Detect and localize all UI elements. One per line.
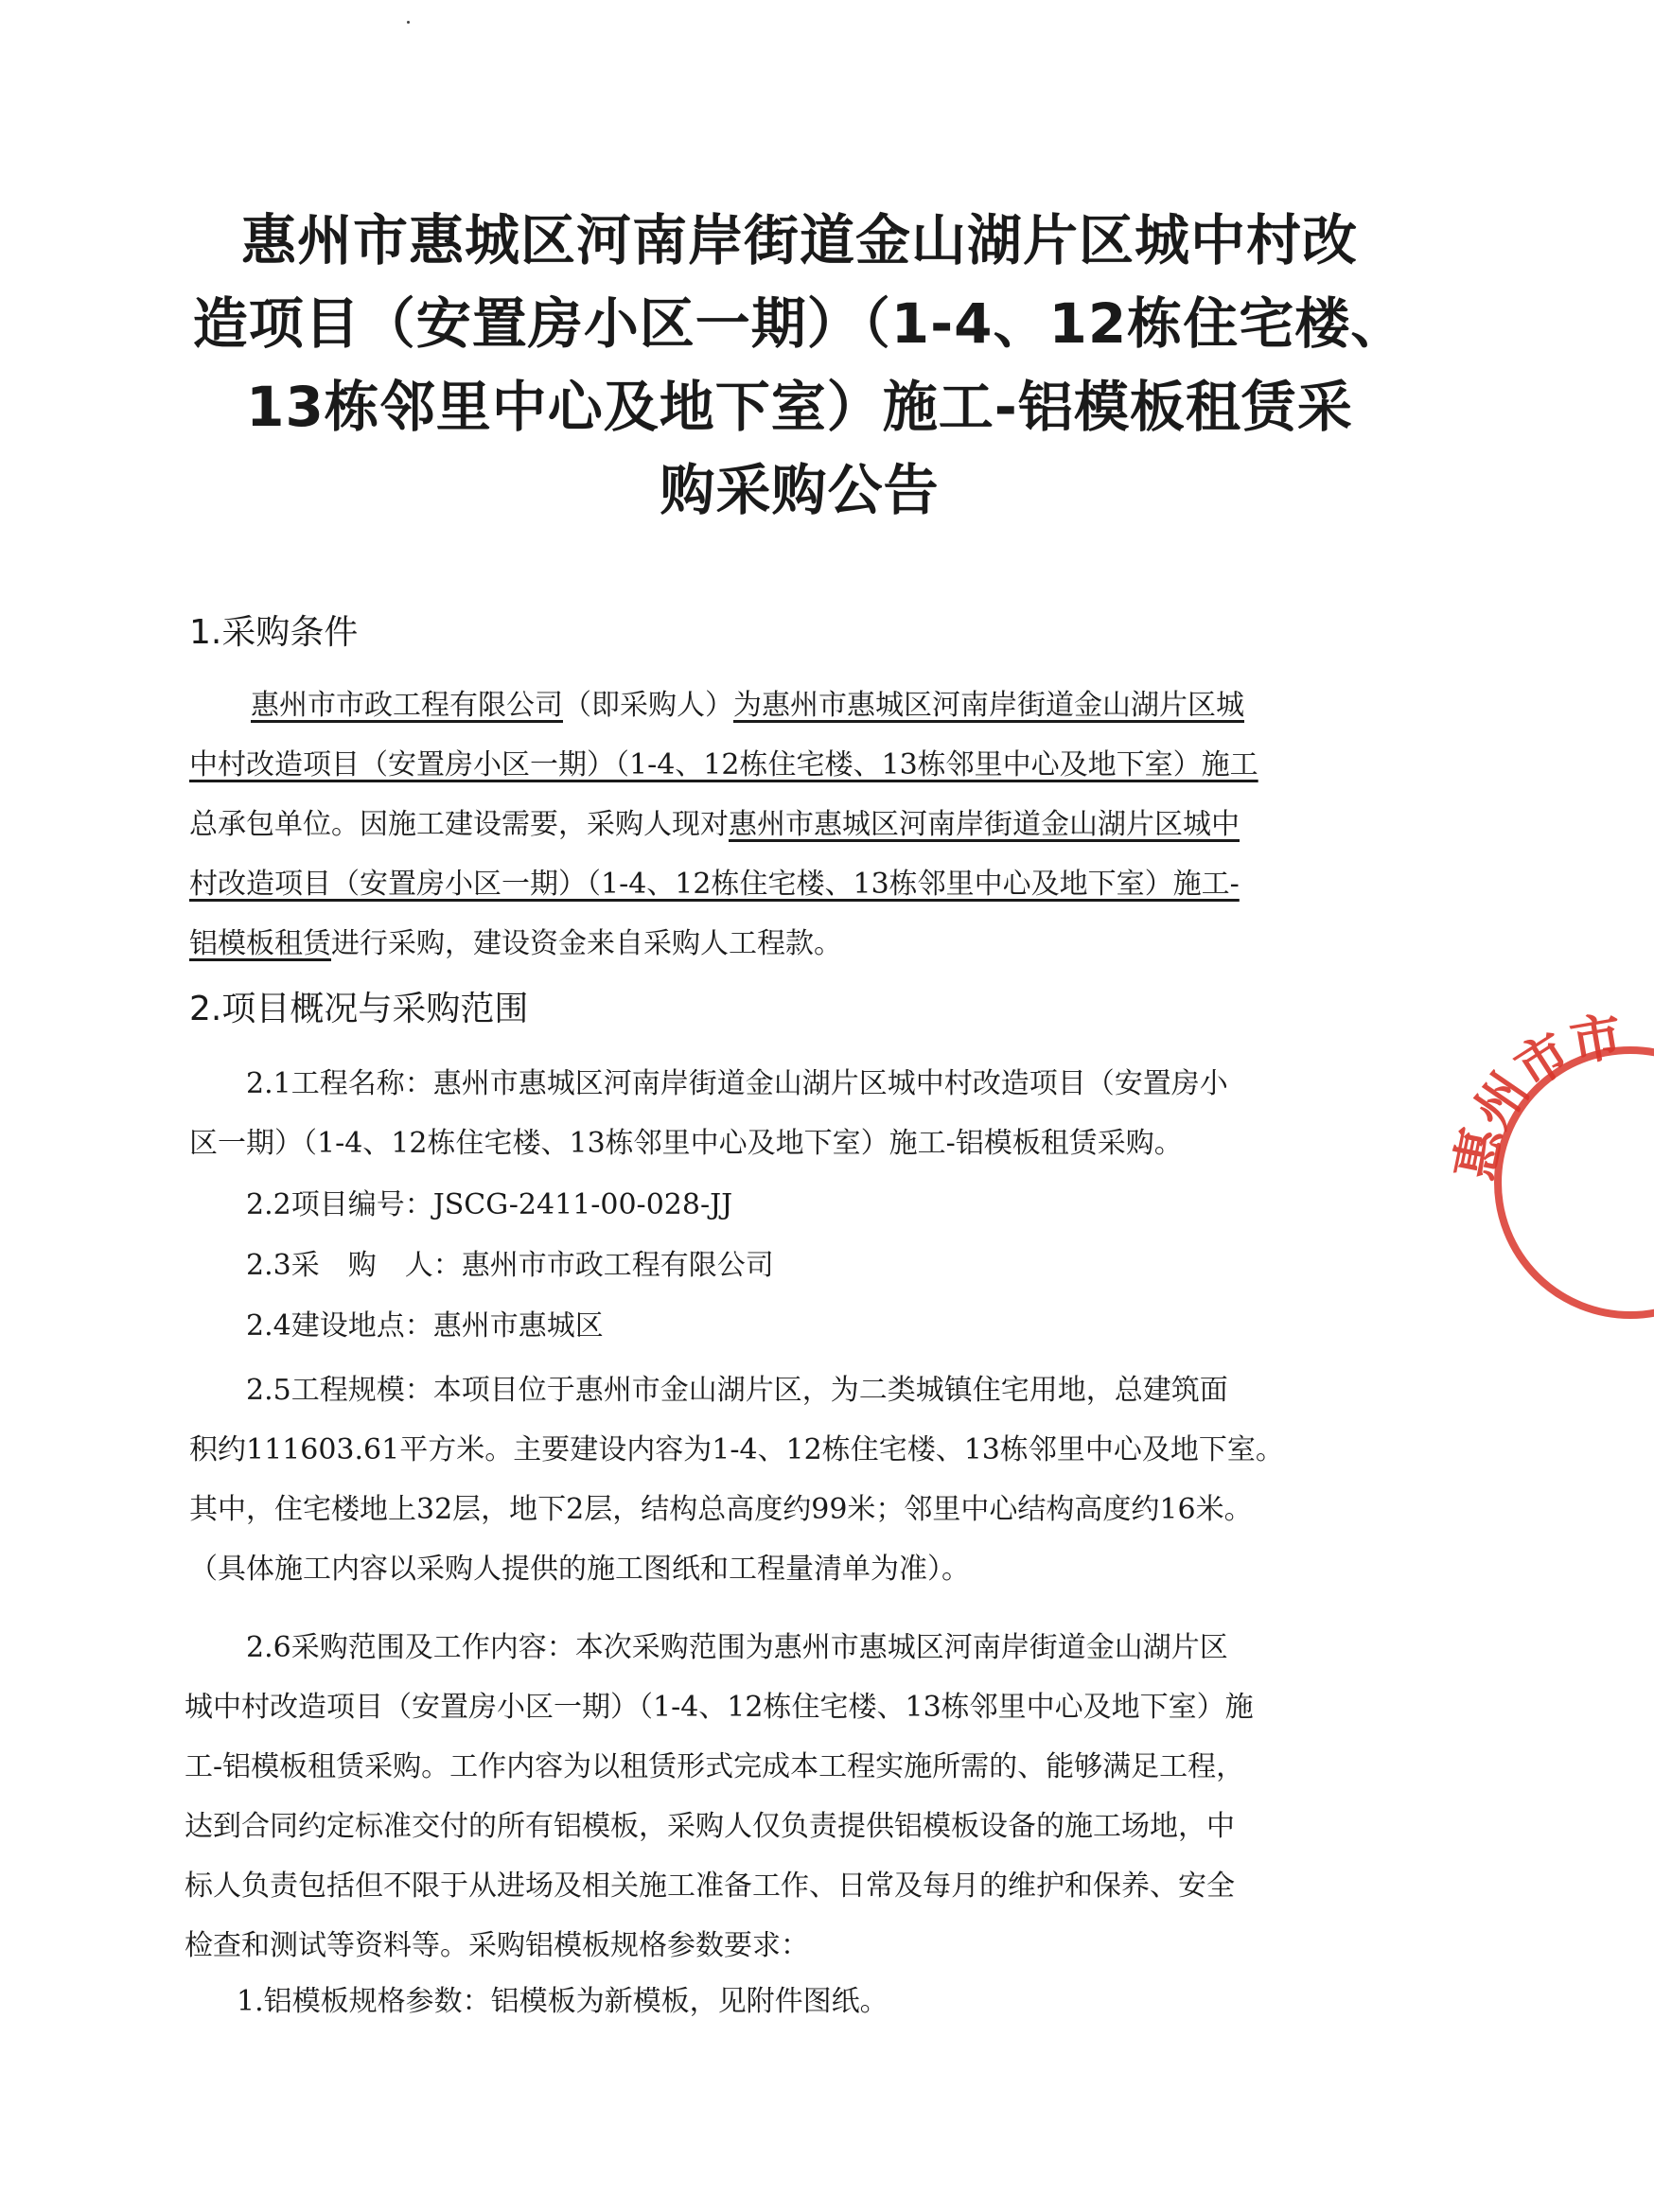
- paragraph-line: 检查和测试等资料等。采购铝模板规格参数要求：: [185, 1929, 809, 1962]
- title-line: 造项目（安置房小区一期）（1-4、12栋住宅楼、: [192, 291, 1407, 356]
- item-2-2: 2.2项目编号：JSCG-2411-00-028-JJ: [246, 1188, 733, 1221]
- paragraph-line: 标人负责包括但不限于从进场及相关施工准备工作、日常及每月的维护和保养、安全: [185, 1870, 1235, 1903]
- paragraph-line: 积约111603.61平方米。主要建设内容为1-4、12栋住宅楼、13栋邻里中心及地下室。: [189, 1433, 1284, 1466]
- project-name-fragment: 中村改造项目（安置房小区一期）（1-4、12栋住宅楼、13栋邻里中心及地下室）施工: [189, 748, 1258, 781]
- document-title: [185, 199, 1415, 532]
- paragraph-line: 2.6采购范围及工作内容：本次采购范围为惠州市惠城区河南岸街道金山湖片区: [246, 1631, 1228, 1664]
- section-heading-project-overview: 2.项目概况与采购范围: [189, 990, 529, 1028]
- paragraph-line: [189, 920, 842, 961]
- paragraph-line: [251, 681, 1244, 723]
- project-name-fragment: 村改造项目（安置房小区一期）（1-4、12栋住宅楼、13栋邻里中心及地下室）施工-: [189, 868, 1240, 901]
- paragraph-line: （具体施工内容以采购人提供的施工图纸和工程量清单为准）。: [189, 1553, 970, 1586]
- item-spec-1: 1.铝模板规格参数：铝模板为新模板，见附件图纸。: [237, 1985, 889, 2018]
- project-name-fragment: 铝模板租赁: [189, 927, 331, 960]
- item-2-3: 2.3采 购 人：惠州市市政工程有限公司: [246, 1249, 774, 1282]
- paragraph-line: 2.1工程名称：惠州市惠城区河南岸街道金山湖片区城中村改造项目（安置房小: [246, 1067, 1228, 1100]
- paragraph-line: 其中，住宅楼地上32层，地下2层，结构总高度约99米；邻里中心结构高度约16米。: [189, 1493, 1253, 1526]
- paragraph-line: [189, 741, 1258, 782]
- title-line: 惠州市惠城区河南岸街道金山湖片区城中村改: [240, 208, 1358, 272]
- text-fragment: 进行采购，建设资金来自采购人工程款。: [331, 927, 842, 960]
- title-line: 购采购公告: [660, 458, 940, 522]
- paragraph-line: 工-铝模板租赁采购。工作内容为以租赁形式完成本工程实施所需的、能够满足工程，: [185, 1750, 1245, 1783]
- purchaser-name: 惠州市市政工程有限公司: [251, 689, 563, 722]
- text-fragment: （即采购人）: [563, 689, 733, 722]
- paragraph-line: [189, 860, 1240, 902]
- seal-text: 惠州市市: [1444, 1006, 1627, 1185]
- paragraph-line: 城中村改造项目（安置房小区一期）（1-4、12栋住宅楼、13栋邻里中心及地下室）施: [185, 1691, 1254, 1724]
- paragraph-line: 达到合同约定标准交付的所有铝模板，采购人仅负责提供铝模板设备的施工场地，中: [185, 1810, 1235, 1843]
- project-name-fragment: 惠州市惠城区河南岸街道金山湖片区城中: [729, 808, 1240, 841]
- company-seal: [1427, 946, 1654, 1249]
- title-line: 13栋邻里中心及地下室）施工-铝模板租赁采: [246, 375, 1353, 439]
- section-heading-procurement-conditions: 1.采购条件: [189, 613, 359, 652]
- text-fragment: 总承包单位。因施工建设需要，采购人现对: [189, 808, 729, 841]
- paragraph-line: 区一期）（1-4、12栋住宅楼、13栋邻里中心及地下室）施工-铝模板租赁采购。: [189, 1127, 1183, 1160]
- paragraph-line: 2.5工程规模：本项目位于惠州市金山湖片区，为二类城镇住宅用地，总建筑面: [246, 1374, 1228, 1407]
- item-2-4: 2.4建设地点：惠州市惠城区: [246, 1309, 604, 1343]
- scan-speck: [407, 21, 410, 24]
- paragraph-line: [189, 800, 1240, 842]
- project-name-fragment: 为惠州市惠城区河南岸街道金山湖片区城: [733, 689, 1244, 722]
